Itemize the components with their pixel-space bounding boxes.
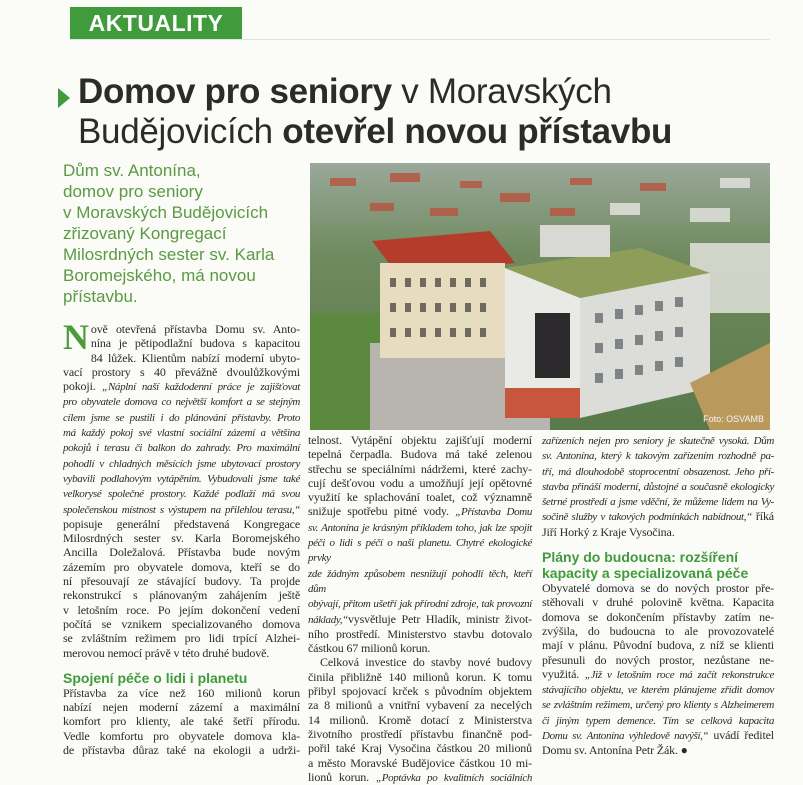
text-segment: pořil také Kraj Vysočina částkou 20 milionů: [308, 741, 532, 756]
quote-segment: stávajícího objektu, ve kterém plánujeme zřídit domov: [542, 684, 774, 697]
text-segment: za 8 milionů a vnitřní vybavení za necelých: [308, 698, 532, 713]
text-line: [308, 476, 532, 490]
text-line: [542, 728, 774, 743]
quote-segment: pohodlí v chladných měsících jsme ubytovací prostory: [63, 457, 300, 470]
text-segment: využití ke splachování toalet, což významně: [308, 490, 532, 505]
text-segment: ního prostředí. Ministerstvo stavbu dotovalo: [308, 626, 532, 641]
quote-segment: „Náplní naší každodenní práce je zajišťovat: [102, 381, 300, 394]
article-column-1: [63, 317, 300, 758]
text-segment: v letošním roce. Po jejím dokončení vedení: [63, 602, 300, 617]
text-line: [542, 464, 774, 479]
text-segment: mají v plánu. Původní budova, z níž se klienti: [542, 638, 774, 653]
quote-segment: sv. Antonína, který k takovým zařízením rozhodně pa-: [542, 450, 774, 463]
title-bold-2: otevřel novou přístavbu: [282, 112, 673, 151]
text-line: [63, 588, 300, 602]
quote-segment: společenskou místnost s výstupem na přilehlou terasu,“: [63, 503, 300, 516]
article-title: [78, 72, 788, 152]
text-line: [308, 447, 532, 461]
photo-caption: Foto: OSVAMB: [703, 414, 764, 424]
article-photo: [310, 163, 770, 430]
title-regular-1: v Moravských: [391, 72, 612, 111]
text-segment: pokoji.: [63, 379, 103, 394]
title-bold-1: Domov pro seniory: [78, 72, 392, 111]
text-line: [63, 560, 300, 574]
text-line: [308, 490, 532, 504]
text-segment: ní přesouvají ze stávající budovy. Ta projde: [63, 574, 300, 589]
text-segment: merovou nemocí právě v této druhé budově.: [63, 645, 270, 660]
text-line: [63, 425, 300, 440]
arrow-right-icon: [58, 88, 70, 108]
quote-segment: „Přístavba Domu: [455, 506, 533, 519]
quote-segment: stavba přináší moderní, důstojné a současně ekologicky: [542, 480, 774, 493]
text-line: [308, 684, 532, 698]
text-segment: Vedle komfortu pro obyvatele domova kla-: [63, 728, 300, 743]
quote-segment: pro obyvatele domova co největší komfort a se stejným: [63, 396, 300, 409]
section-heading: [542, 549, 774, 581]
quote-segment: či jiným typem demence. Tím se celková kapacita: [542, 714, 774, 727]
text-segment: nína je pětipodlažní budova s kapacitou: [90, 336, 300, 351]
text-line: [63, 729, 300, 743]
article-column-3: [542, 433, 774, 758]
text-line: [63, 574, 300, 588]
text-segment: životního prostředí přístavbu finančně pod-: [308, 726, 532, 741]
quote-segment: se zvláštním režimem, určený pro klienty s Alzheimerem: [542, 699, 774, 712]
text-line: [542, 713, 774, 728]
quote-segment: pokojů i terasu či balkon do zahrady. Pro maximální: [63, 442, 300, 455]
text-segment: Obyvatelé domova se do nových prostor pře-: [542, 581, 774, 596]
quote-segment: cílem jsme se pustili i do plánování přístavby. Proto: [63, 411, 300, 424]
text-line: [63, 617, 300, 631]
quote-segment: náklady,“: [308, 613, 348, 626]
lead-line: Boromejského, má novou: [63, 266, 256, 285]
text-line: [308, 612, 532, 627]
lead-line: přístavbu.: [63, 287, 138, 306]
text-segment: využitá.: [542, 666, 585, 681]
text-line: [63, 743, 300, 757]
text-line: [308, 670, 532, 684]
text-line: [542, 525, 774, 539]
text-line: [542, 494, 774, 509]
text-line: [63, 394, 300, 409]
text-line: [63, 700, 300, 714]
divider: [70, 39, 770, 40]
lead-line: Milosrdných sester sv. Karla: [63, 245, 275, 264]
text-line: [542, 610, 774, 624]
text-segment: stěhovali v druhé polovině května. Kapacita: [542, 595, 774, 610]
text-line: [308, 596, 532, 611]
quote-segment: tří, má dlouhodobě stoprocentní obsazenost. Jeho pří-: [542, 465, 774, 478]
text-line: [542, 433, 774, 448]
quote-segment: péči o lidi s péčí o naši planetu. Chytré ekologické prvky: [308, 537, 532, 565]
text-line: [63, 456, 300, 471]
lead-line: v Moravských Budějovicích: [63, 203, 269, 222]
text-line: [308, 462, 532, 476]
text-line: [63, 410, 300, 425]
text-segment: Celková investice do stavby nové budovy: [320, 655, 532, 670]
text-line: [63, 471, 300, 486]
text-line: [63, 631, 300, 645]
text-line: [542, 479, 774, 494]
text-segment: částkou 67 milionů korun.: [308, 641, 431, 656]
text-line: [63, 517, 300, 531]
quote-segment: „Již v letošním roce má začít rekonstrukce: [584, 668, 774, 681]
text-segment: snižuje spotřebu pitné vody.: [308, 504, 456, 519]
text-line: [308, 566, 532, 597]
section-heading: [63, 670, 300, 686]
quote-segment: zde žádným způsobem nesnižují pohodlí těch, kteří dům: [308, 567, 532, 595]
aerial-photo-image: [310, 163, 770, 430]
lead-line: zřizovaný Kongregací: [63, 224, 227, 243]
quote-segment: zařízeních nejen pro seniory je skutečně vysoká. Dům: [542, 435, 774, 447]
text-segment: Jiří Horký z Kraje Vysočina.: [542, 524, 675, 539]
text-segment: ově otevřená přístavba Domu sv. Anto-: [90, 322, 300, 336]
title-regular-2: Budějovicích: [78, 112, 283, 151]
text-line: [308, 698, 532, 712]
text-line: [542, 743, 774, 757]
text-segment: nabízí nejen moderní zázemí a maximální: [63, 700, 300, 715]
quote-segment: vybavili podlahovým vytápěním. Vybudovali jsme také: [63, 472, 300, 485]
text-segment: střechu se speciálními nádržemi, které zachy-: [308, 461, 532, 476]
text-line: [542, 624, 774, 638]
text-line: [63, 502, 300, 517]
text-line: [63, 714, 300, 728]
quote-segment: velkorysé společné prostory. Každé podlaží má svou: [63, 488, 300, 501]
text-segment: 84 lůžek. Klientům nabízí moderní ubyto-: [90, 350, 300, 365]
text-segment: říká: [751, 509, 774, 524]
text-line: [308, 770, 532, 785]
text-segment: činila přibližně 140 milionů korun. K tomu: [308, 669, 532, 684]
section-heading-line: kapacity a specializovaná péče: [542, 565, 749, 582]
text-segment: přesunuli do nových prostor, nezůstane ne-: [542, 652, 774, 667]
text-line: [63, 686, 300, 700]
text-segment: zvýšila, do budoucna to ale provozovatelé: [542, 623, 774, 638]
text-line: [63, 379, 300, 394]
quote-segment: šetrné prostředí a jsme vděční, že můžeme lidem na Vy-: [542, 496, 774, 509]
text-line: [542, 682, 774, 697]
text-segment: rekonstrukcí s plánovaným zahájením ještě: [63, 588, 300, 603]
text-line: [308, 713, 532, 727]
text-segment: vysvětluje Petr Hladík, ministr život-: [347, 611, 532, 626]
quote-segment: „Poptávka po kvalitních sociálních: [376, 771, 533, 784]
text-line: [308, 433, 532, 447]
text-line: [308, 504, 532, 519]
text-segment: cují dešťovou vodu a umožňují její opětovné: [308, 475, 532, 490]
text-segment: domova se dokončením přístavby zatím ne-: [542, 609, 774, 624]
quote-segment: sv. Antonína je krásným příkladem toho, jak lze spojit: [308, 521, 532, 534]
text-line: [63, 336, 300, 350]
text-segment: a město Moravské Budějovice částkou 10 mi-: [308, 755, 532, 770]
text-line: [63, 603, 300, 617]
section-heading-line: Plány do budoucna: rozšíření: [542, 549, 739, 566]
text-line: [63, 545, 300, 559]
text-segment: přibyl spojovací krček s původním objektem: [308, 684, 532, 699]
text-line: [308, 520, 532, 535]
text-segment: tepelná čerpadla. Budova má také zelenou: [308, 447, 532, 462]
text-segment: Ancilla Doležalová. Přístavba bude novým: [63, 545, 300, 560]
text-line: [542, 509, 774, 524]
text-segment: lionů korun.: [308, 769, 376, 784]
text-line: [308, 655, 532, 669]
text-segment: uvádí ředitel: [708, 728, 774, 743]
text-segment: de přístavba důraz také na ekologii a udrži-: [63, 743, 300, 758]
quote-segment: obývají, přitom ušetří jak přírodní zdroje, tak provozní: [308, 598, 532, 611]
text-segment: 14 milionů. Kromě dotací z Ministerstva: [308, 712, 532, 727]
text-line: [308, 727, 532, 741]
text-line: [542, 697, 774, 712]
section-tab-aktuality: AKTUALITY: [70, 7, 242, 39]
lead-line: domov pro seniory: [63, 182, 203, 201]
text-line: [63, 365, 300, 379]
article-column-2: [308, 433, 532, 785]
text-line: [542, 653, 774, 667]
text-segment: Milosrdných sester sv. Karla Boromejského: [63, 531, 300, 546]
text-line: [63, 531, 300, 545]
text-segment: telnost. Vytápění objektu zajišťují moderní: [308, 433, 532, 447]
quote-segment: má každý pokoj své vlastní sociální zázemí a většina: [63, 427, 300, 440]
text-line: [63, 322, 300, 336]
text-line: [308, 535, 532, 566]
text-segment: počítá se vznikem specializovaného domova: [63, 616, 300, 631]
drop-cap: N: [63, 317, 89, 357]
text-line: [63, 351, 300, 365]
text-segment: komfort pro klienty, ale také šetří přírodu.: [63, 714, 300, 729]
article-lead: [63, 160, 303, 307]
text-line: [308, 641, 532, 655]
quote-segment: Domu sv. Antonína výhledově navýší,“: [542, 730, 709, 743]
quote-segment: sočině služby v takových podmínkách nabídnout,“: [542, 511, 752, 524]
text-line: [542, 448, 774, 463]
section-heading-line: Spojení péče o lidi i planetu: [63, 669, 248, 686]
text-segment: zázemím pro obyvatele domova, kteří se do: [63, 559, 300, 574]
text-segment: Domu sv. Antonína Petr Žák. ●: [542, 743, 688, 758]
lead-line: Dům sv. Antonína,: [63, 161, 201, 180]
text-line: [542, 667, 774, 682]
text-segment: popisuje generální představená Kongregace: [63, 516, 300, 531]
text-segment: se zvláštním režimem pro lidi trpící Alzhei-: [63, 631, 300, 646]
text-line: [308, 627, 532, 641]
text-segment: Přístavba za více než 160 milionů korun: [63, 685, 300, 700]
text-line: [542, 581, 774, 595]
text-segment: vací prostory s 40 převážně dvoulůžkovými: [63, 364, 300, 379]
text-line: [542, 595, 774, 609]
text-line: [63, 440, 300, 455]
text-line: [308, 741, 532, 755]
text-line: [63, 486, 300, 501]
text-line: [63, 646, 300, 660]
text-line: [542, 638, 774, 652]
